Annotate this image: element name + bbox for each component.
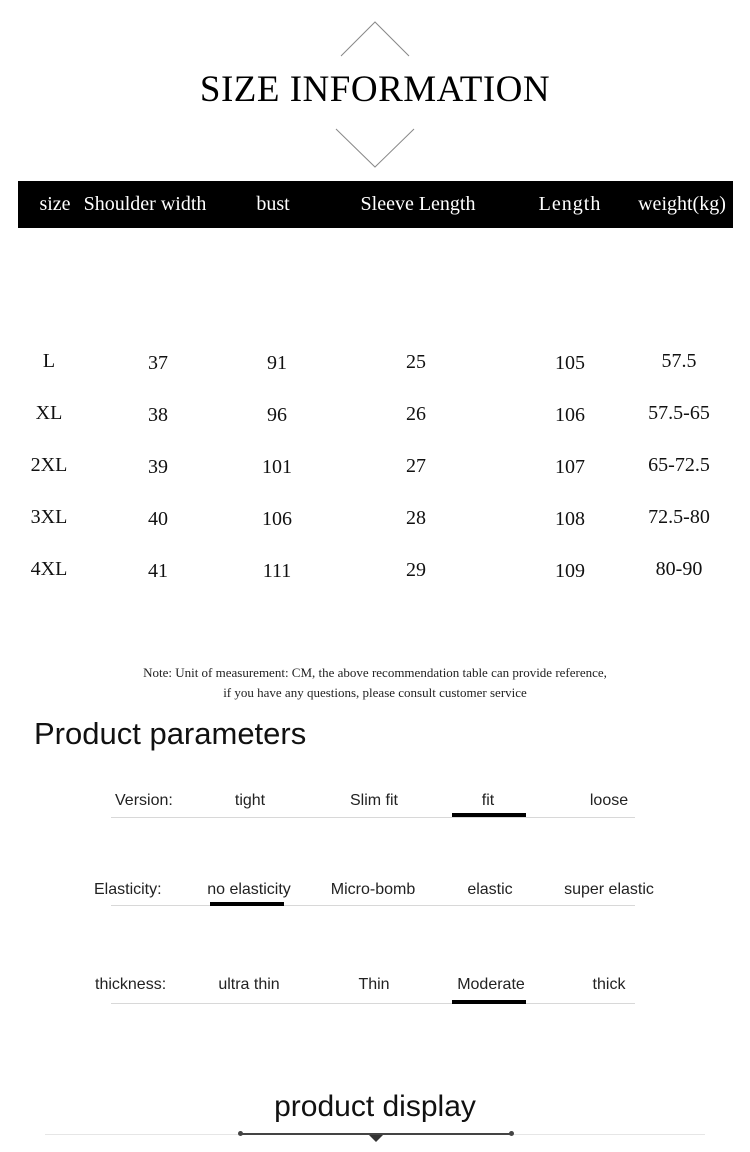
cell-bust: 96 xyxy=(267,404,287,426)
parameter-option: loose xyxy=(589,792,629,809)
cell-bust: 106 xyxy=(262,508,292,530)
parameter-option: thick xyxy=(592,976,626,993)
cell-weight: 57.5-65 xyxy=(648,402,710,424)
cell-shoulder-width: 37 xyxy=(148,352,168,374)
cell-length: 109 xyxy=(555,560,585,582)
footer-dot-left xyxy=(238,1131,243,1136)
cell-weight: 72.5-80 xyxy=(648,506,710,528)
parameter-label: Elasticity: xyxy=(94,881,162,898)
column-header-shoulder-width: Shoulder width xyxy=(83,193,207,215)
cell-size: XL xyxy=(35,402,63,424)
cell-length: 107 xyxy=(555,456,585,478)
cell-length: 105 xyxy=(555,352,585,374)
parameter-option: elastic xyxy=(467,881,513,898)
parameter-option: Thin xyxy=(358,976,390,993)
cell-size: 2XL xyxy=(30,454,68,476)
cell-bust: 91 xyxy=(267,352,287,374)
cell-weight: 65-72.5 xyxy=(648,454,710,476)
column-header-sleeve-length: Sleeve Length xyxy=(360,193,476,215)
product-display-title: product display xyxy=(274,1090,476,1123)
parameter-option: super elastic xyxy=(564,881,654,898)
chevron-down-icon xyxy=(335,127,415,169)
column-header-length: Length xyxy=(538,193,602,215)
parameter-divider xyxy=(111,1003,635,1004)
cell-shoulder-width: 39 xyxy=(148,456,168,478)
parameter-option: ultra thin xyxy=(218,976,280,993)
parameter-option-selected: no elasticity xyxy=(207,881,291,898)
cell-weight: 57.5 xyxy=(661,350,697,372)
column-header-weight: weight(kg) xyxy=(638,193,726,215)
cell-weight: 80-90 xyxy=(655,558,703,580)
cell-length: 108 xyxy=(555,508,585,530)
chevron-up-icon xyxy=(340,20,410,58)
size-information-title: SIZE INFORMATION xyxy=(199,69,551,110)
cell-length: 106 xyxy=(555,404,585,426)
cell-size: 3XL xyxy=(30,506,68,528)
parameter-option: tight xyxy=(234,792,266,809)
footer-dot-right xyxy=(509,1131,514,1136)
measurement-note-line2: if you have any questions, please consult customer service xyxy=(223,685,527,700)
column-header-bust: bust xyxy=(256,193,290,215)
selected-indicator-bar xyxy=(210,902,284,906)
triangle-down-icon xyxy=(369,1135,383,1142)
cell-shoulder-width: 38 xyxy=(148,404,168,426)
measurement-note-line1: Note: Unit of measurement: CM, the above recommendation table can provide reference, xyxy=(143,665,607,680)
parameter-option: Micro-bomb xyxy=(330,881,416,898)
cell-bust: 101 xyxy=(262,456,292,478)
cell-bust: 111 xyxy=(262,560,292,582)
cell-shoulder-width: 41 xyxy=(148,560,168,582)
parameter-divider xyxy=(111,817,635,818)
cell-size: L xyxy=(42,350,56,372)
cell-shoulder-width: 40 xyxy=(148,508,168,530)
cell-sleeve-length: 28 xyxy=(406,507,426,529)
selected-indicator-bar xyxy=(452,1000,526,1004)
size-table-header xyxy=(18,181,733,228)
cell-size: 4XL xyxy=(30,558,68,580)
parameter-label: thickness: xyxy=(95,976,167,993)
parameter-divider xyxy=(111,905,635,906)
parameter-label: Version: xyxy=(115,792,173,809)
parameter-option-selected: Moderate xyxy=(457,976,525,993)
cell-sleeve-length: 25 xyxy=(406,351,426,373)
cell-sleeve-length: 29 xyxy=(406,559,426,581)
cell-sleeve-length: 26 xyxy=(406,403,426,425)
product-parameters-title: Product parameters xyxy=(34,716,307,751)
parameter-option: Slim fit xyxy=(350,792,398,809)
column-header-size: size xyxy=(39,193,71,215)
parameter-option-selected: fit xyxy=(481,792,495,809)
cell-sleeve-length: 27 xyxy=(406,455,426,477)
selected-indicator-bar xyxy=(452,813,526,817)
